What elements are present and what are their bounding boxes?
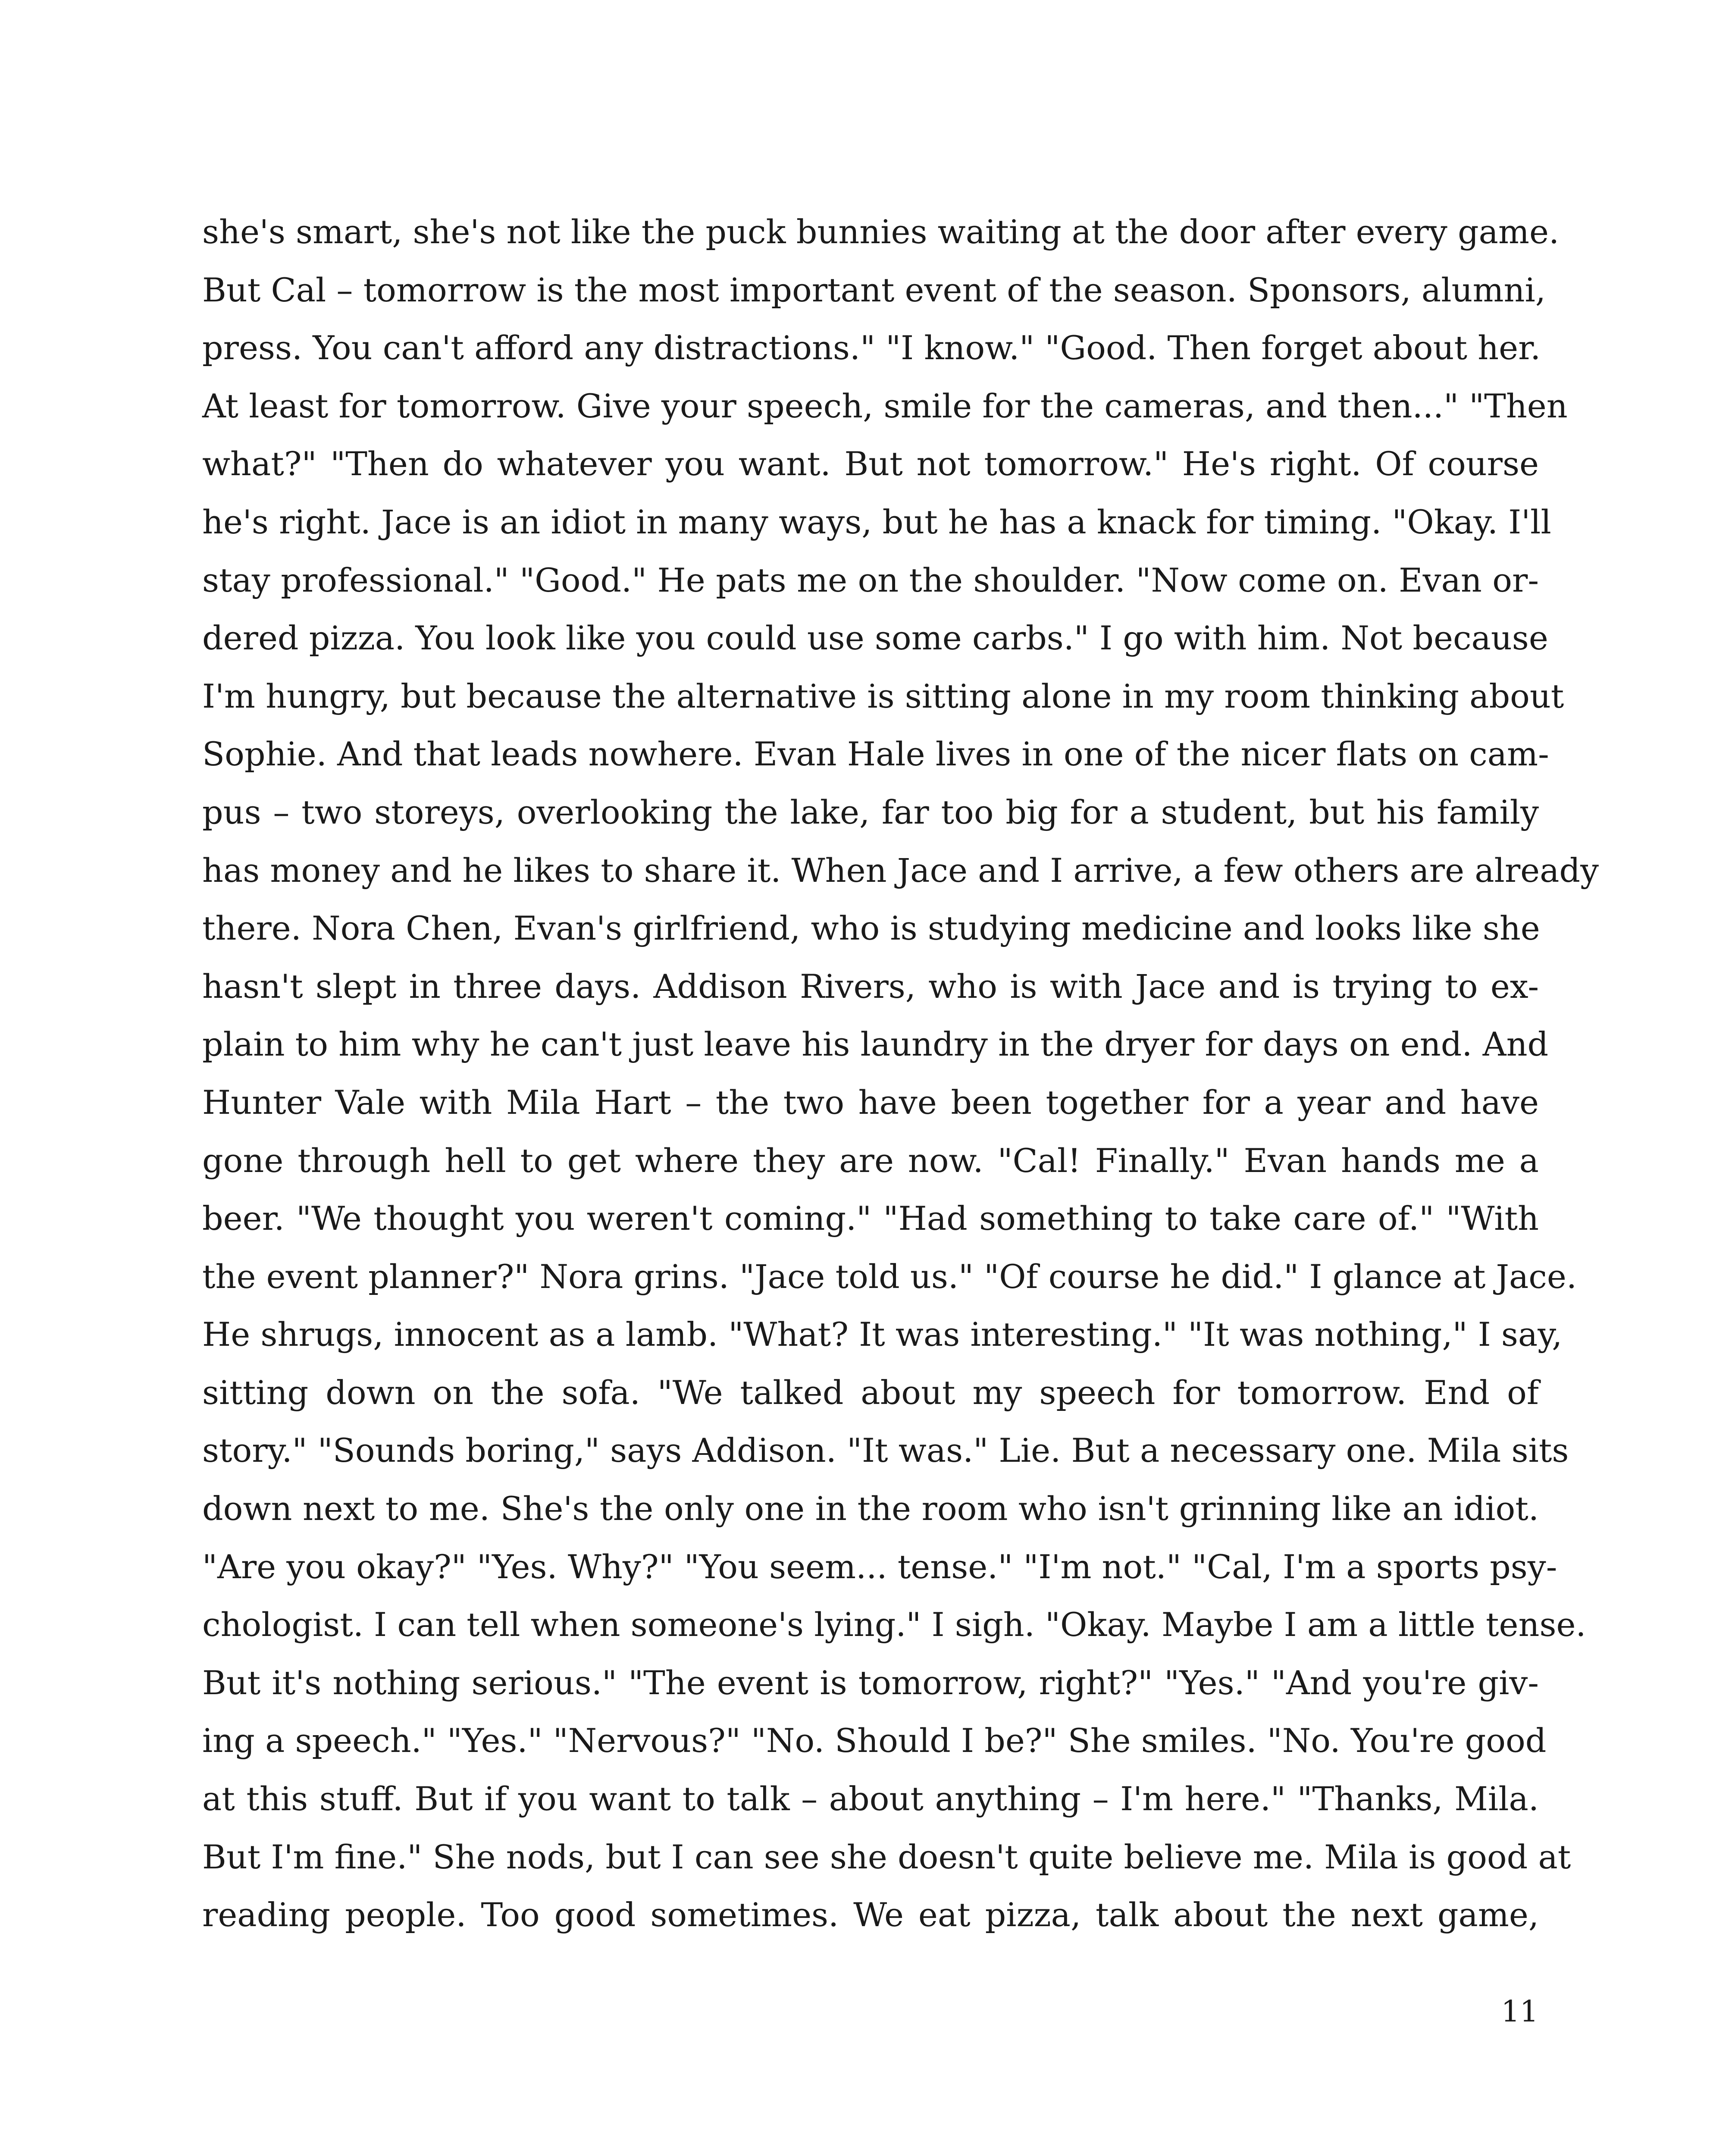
text-line: pus – two storeys, overlooking the lake, far too big for a student, but his family [202,793,1539,831]
text-line: ing a speech." "Yes." "Nervous?" "No. Should I be?" She smiles. "No. You're good [202,1721,1547,1760]
text-line: "Are you okay?" "Yes. Why?" "You seem... tense." "I'm not." "Cal, I'm a sports psy- [202,1547,1557,1586]
text-line: I'm hungry, but because the alternative is sitting alone in my room thinking about [202,677,1564,715]
text-line: He shrugs, innocent as a lamb. "What? It was interesting." "It was nothing," I say, [202,1315,1563,1354]
text-line: has money and he likes to share it. When Jace and I arrive, a few others are already [202,851,1599,890]
text-line: down next to me. She's the only one in the room who isn't grinning like an idiot. [202,1489,1539,1528]
text-line: stay professional." "Good." He pats me on the shoulder. "Now come on. Evan or- [202,561,1539,599]
text-line: But it's nothing serious." "The event is tomorrow, right?" "Yes." "And you're giv- [202,1663,1539,1702]
text-line: press. You can't afford any distractions." "I know." "Good. Then forget about her. [202,329,1541,367]
text-line: But I'm fine." She nods, but I can see she doesn't quite believe me. Mila is good at [202,1837,1571,1876]
text-line: Sophie. And that leads nowhere. Evan Hale lives in one of the nicer flats on cam- [202,735,1549,774]
text-line: hasn't slept in three days. Addison Rivers, who is with Jace and is trying to ex- [202,967,1539,1006]
page-number: 11 [1501,1995,1538,2029]
text-line: But Cal – tomorrow is the most important event of the season. Sponsors, alumni, [202,270,1546,309]
text-line: gone through hell to get where they are now. "Cal! Finally." Evan hands me a [202,1141,1539,1180]
text-line: story." "Sounds boring," says Addison. "It was." Lie. But a necessary one. Mila sits [202,1431,1569,1470]
text-line: dered pizza. You look like you could use some carbs." I go with him. Not because [202,619,1548,658]
text-line: she's smart, she's not like the puck bunnies waiting at the door after every game. [202,213,1560,251]
text-line: At least for tomorrow. Give your speech, smile for the cameras, and then..." "Then [202,386,1568,425]
text-line: plain to him why he can't just leave his laundry in the dryer for days on end. And [202,1025,1549,1064]
text-line: Hunter Vale with Mila Hart – the two have been together for a year and have [202,1083,1539,1122]
body-text [202,203,1599,1944]
text-line: at this stuff. But if you want to talk – about anything – I'm here." "Thanks, Mila. [202,1780,1539,1818]
text-line: there. Nora Chen, Evan's girlfriend, who is studying medicine and looks like she [202,909,1540,948]
text-line: what?" "Then do whatever you want. But not tomorrow." He's right. Of course [202,445,1539,483]
text-line: reading people. Too good sometimes. We eat pizza, talk about the next game, [202,1896,1539,1934]
text-line: sitting down on the sofa. "We talked about my speech for tomorrow. End of [202,1373,1539,1412]
text-line: he's right. Jace is an idiot in many ways, but he has a knack for timing. "Okay. I'll [202,502,1551,541]
text-line: the event planner?" Nora grins. "Jace told us." "Of course he did." I glance at Jace. [202,1257,1577,1296]
text-line: chologist. I can tell when someone's lying." I sigh. "Okay. Maybe I am a little tense. [202,1605,1586,1644]
text-line: beer. "We thought you weren't coming." "Had something to take care of." "With [202,1199,1539,1238]
